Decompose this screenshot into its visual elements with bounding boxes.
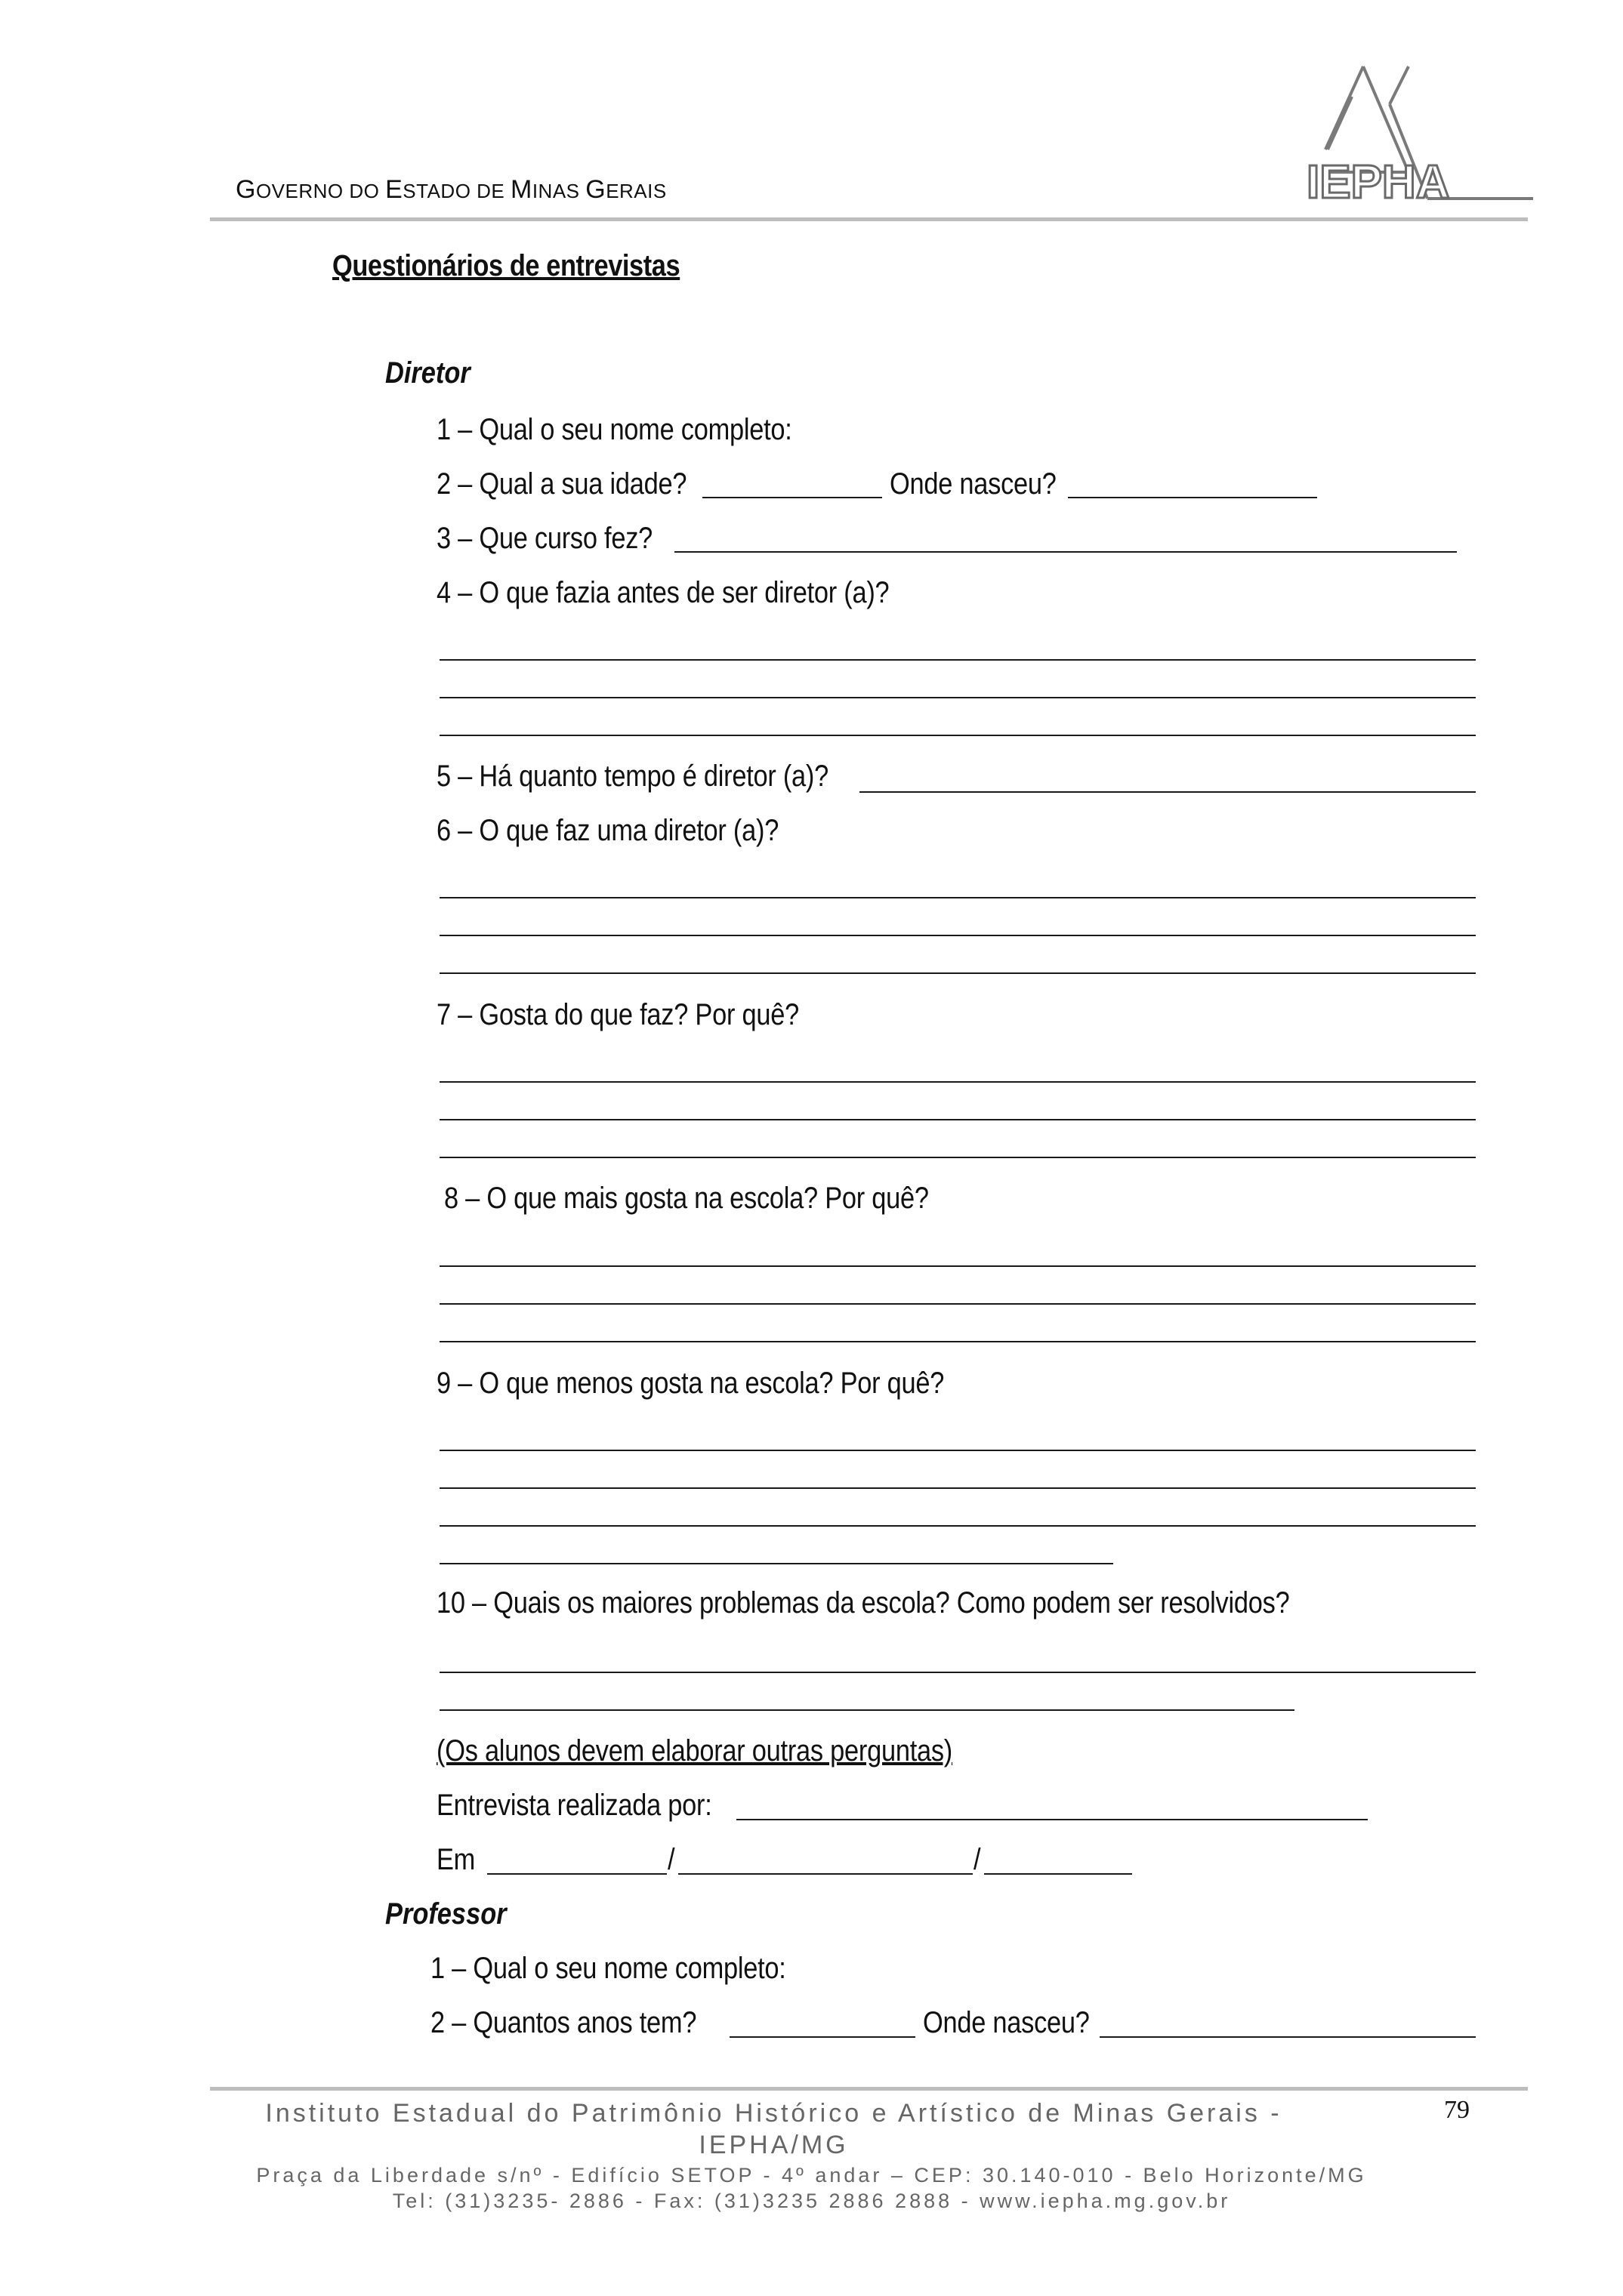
diretor-q8: 8 – O que mais gosta na escola? Por quê?	[444, 1182, 929, 1215]
answer-line[interactable]	[440, 1450, 1476, 1451]
answer-line[interactable]	[440, 735, 1476, 736]
answer-line[interactable]	[702, 497, 882, 498]
footer-acronym: IEPHA/MG	[699, 2131, 849, 2159]
answer-line[interactable]	[440, 1157, 1476, 1158]
iepha-logo	[1284, 59, 1533, 210]
professor-q2-birthplace: Onde nasceu?	[923, 2006, 1090, 2039]
diretor-q7: 7 – Gosta do que faz? Por quê?	[437, 998, 799, 1031]
answer-line[interactable]	[440, 1081, 1476, 1083]
answer-line[interactable]	[440, 659, 1476, 661]
interviewer-field[interactable]	[736, 1819, 1368, 1820]
diretor-q4: 4 – O que fazia antes de ser diretor (a)?	[437, 576, 890, 609]
answer-line[interactable]	[730, 2036, 915, 2038]
answer-line[interactable]	[440, 1525, 1476, 1527]
header-title-part: INAS	[532, 180, 586, 202]
header-org-title	[236, 175, 667, 205]
answer-line[interactable]	[440, 935, 1476, 936]
diretor-q2-birthplace: Onde nasceu?	[890, 467, 1057, 501]
page-number: 79	[1444, 2096, 1470, 2124]
header-title-part: G	[585, 175, 606, 204]
answer-line[interactable]	[440, 1487, 1476, 1489]
diretor-q2-age: 2 – Qual a sua idade?	[437, 467, 687, 501]
answer-line[interactable]	[859, 791, 1476, 793]
diretor-note: (Os alunos devem elaborar outras perguntas)	[437, 1734, 953, 1767]
diretor-q9: 9 – O que menos gosta na escola? Por quê?	[437, 1367, 945, 1400]
date-label: Em	[437, 1843, 476, 1876]
answer-line[interactable]	[1068, 497, 1317, 498]
date-day-field[interactable]	[487, 1873, 667, 1875]
interviewer-label: Entrevista realizada por:	[437, 1789, 712, 1822]
diretor-heading: Diretor	[385, 356, 471, 390]
date-separator: /	[668, 1843, 675, 1876]
header-title-part: ERAIS	[606, 180, 667, 202]
footer-address: Praça da Liberdade s/nº - Edifício SETOP - 4º andar – CEP: 30.140-010 - Belo Horizonte/MG	[256, 2164, 1367, 2187]
answer-line[interactable]	[440, 1303, 1476, 1305]
answer-line[interactable]	[440, 1672, 1476, 1673]
answer-line[interactable]	[1100, 2036, 1476, 2038]
header-title-part: G	[236, 175, 256, 204]
answer-line[interactable]	[440, 897, 1476, 898]
header-title-part: OVERNO DO	[255, 180, 386, 202]
date-separator: /	[973, 1843, 981, 1876]
section-title: Questionários de entrevistas	[332, 249, 680, 282]
professor-q2-age: 2 – Quantos anos tem?	[430, 2006, 697, 2039]
date-year-field[interactable]	[984, 1873, 1132, 1875]
header-divider	[210, 217, 1528, 221]
answer-line[interactable]	[440, 1119, 1476, 1120]
professor-q1: 1 – Qual o seu nome completo:	[430, 1952, 786, 1985]
header-title-part: M	[510, 175, 532, 204]
answer-line[interactable]	[440, 972, 1476, 974]
logo-text: IEPHA	[1307, 156, 1450, 208]
diretor-q3: 3 – Que curso fez?	[437, 522, 653, 555]
professor-heading: Professor	[385, 1897, 507, 1931]
footer-institute: Instituto Estadual do Patrimônio Histórico e Artístico de Minas Gerais -	[265, 2099, 1282, 2128]
footer-contact: Tel: (31)3235- 2886 - Fax: (31)3235 2886 2888 - www.iepha.mg.gov.br	[392, 2190, 1231, 2212]
answer-line[interactable]	[440, 1563, 1113, 1564]
diretor-q10: 10 – Quais os maiores problemas da escola? Como podem ser resolvidos?	[437, 1586, 1290, 1620]
answer-line[interactable]	[440, 1341, 1476, 1342]
header-title-part: E	[385, 175, 403, 204]
diretor-q1: 1 – Qual o seu nome completo:	[437, 413, 792, 446]
footer-divider	[210, 2087, 1528, 2091]
answer-line[interactable]	[440, 697, 1476, 698]
header-title-part: STADO DE	[403, 180, 511, 202]
diretor-q6: 6 – O que faz uma diretor (a)?	[437, 814, 779, 847]
answer-line[interactable]	[674, 551, 1457, 553]
answer-line[interactable]	[440, 1265, 1476, 1267]
answer-line[interactable]	[440, 1709, 1294, 1711]
diretor-q5: 5 – Há quanto tempo é diretor (a)?	[437, 760, 829, 793]
date-month-field[interactable]	[678, 1873, 973, 1875]
